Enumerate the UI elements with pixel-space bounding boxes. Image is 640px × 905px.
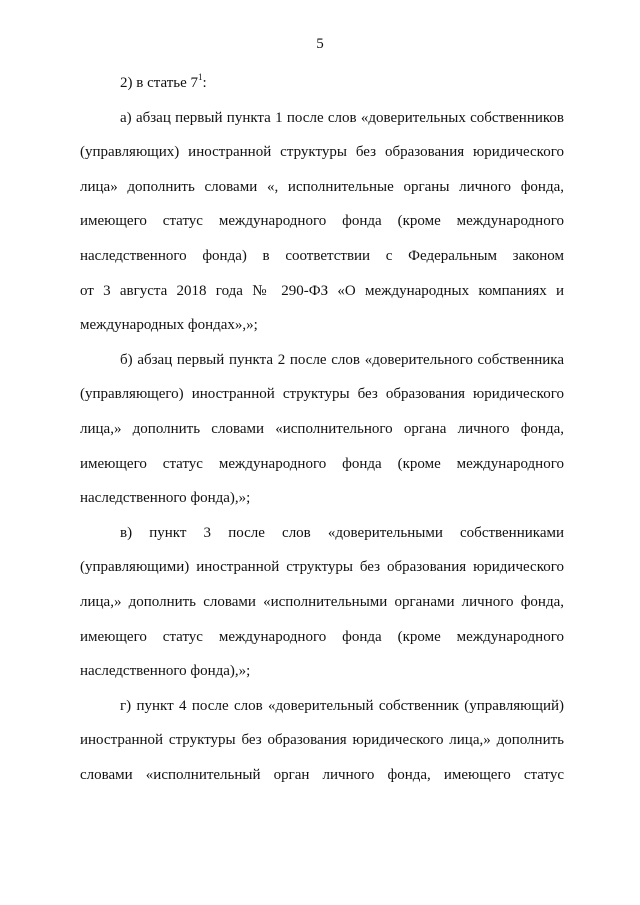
paragraph-line: имеющего статус международного фонда (кроме международного (80, 455, 564, 472)
page-number: 5 (316, 36, 324, 52)
paragraph-line: словами «исполнительный орган личного фонда, имеющего статус (80, 766, 564, 783)
paragraph-line: лица,» дополнить словами «исполнительными органами личного фонда, (80, 593, 564, 610)
paragraph-line: наследственного фонда),»; (80, 663, 251, 680)
paragraph-line: международных фондах»,»; (80, 317, 258, 334)
paragraph-b (80, 343, 564, 516)
paragraph-line: лица» дополнить словами «, исполнительные органы личного фонда, (80, 178, 564, 195)
article-superscript: 1 (198, 72, 203, 82)
paragraph-line: имеющего статус международного фонда (кроме международного (80, 213, 564, 230)
paragraph-line: (управляющими) иностранной структуры без образования юридического (80, 559, 564, 576)
paragraph-line: от 3 августа 2018 года № 290-ФЗ «О международных компаниях и (80, 282, 564, 299)
paragraph-line: б) абзац первый пункта 2 после слов «доверительного собственника (120, 351, 564, 368)
paragraph-line: (управляющего) иностранной структуры без образования юридического (80, 386, 564, 403)
paragraph-line: а) абзац первый пункта 1 после слов «доверительных собственников (120, 109, 564, 126)
paragraph-line: иностранной структуры без образования юридического лица,» дополнить (80, 732, 564, 749)
paragraph-line: (управляющих) иностранной структуры без образования юридического (80, 144, 564, 161)
paragraph-g (80, 689, 564, 793)
paragraph-line: имеющего статус международного фонда (кроме международного (80, 628, 564, 645)
paragraph-v (80, 516, 564, 689)
paragraph-line: лица,» дополнить словами «исполнительного органа личного фонда, (80, 420, 564, 437)
document-body (80, 66, 564, 792)
article-intro-text: 2) в статье 7 (120, 75, 199, 91)
paragraph-line: в) пункт 3 после слов «доверительными собственниками (120, 524, 564, 541)
article-intro (80, 66, 564, 101)
article-intro-colon: : (202, 75, 207, 91)
paragraph-line: наследственного фонда) в соответствии с Федеральным законом (80, 247, 564, 264)
paragraph-line: наследственного фонда),»; (80, 490, 251, 507)
paragraph-a (80, 101, 564, 343)
paragraph-line: г) пункт 4 после слов «доверительный собственник (управляющий) (120, 697, 564, 714)
